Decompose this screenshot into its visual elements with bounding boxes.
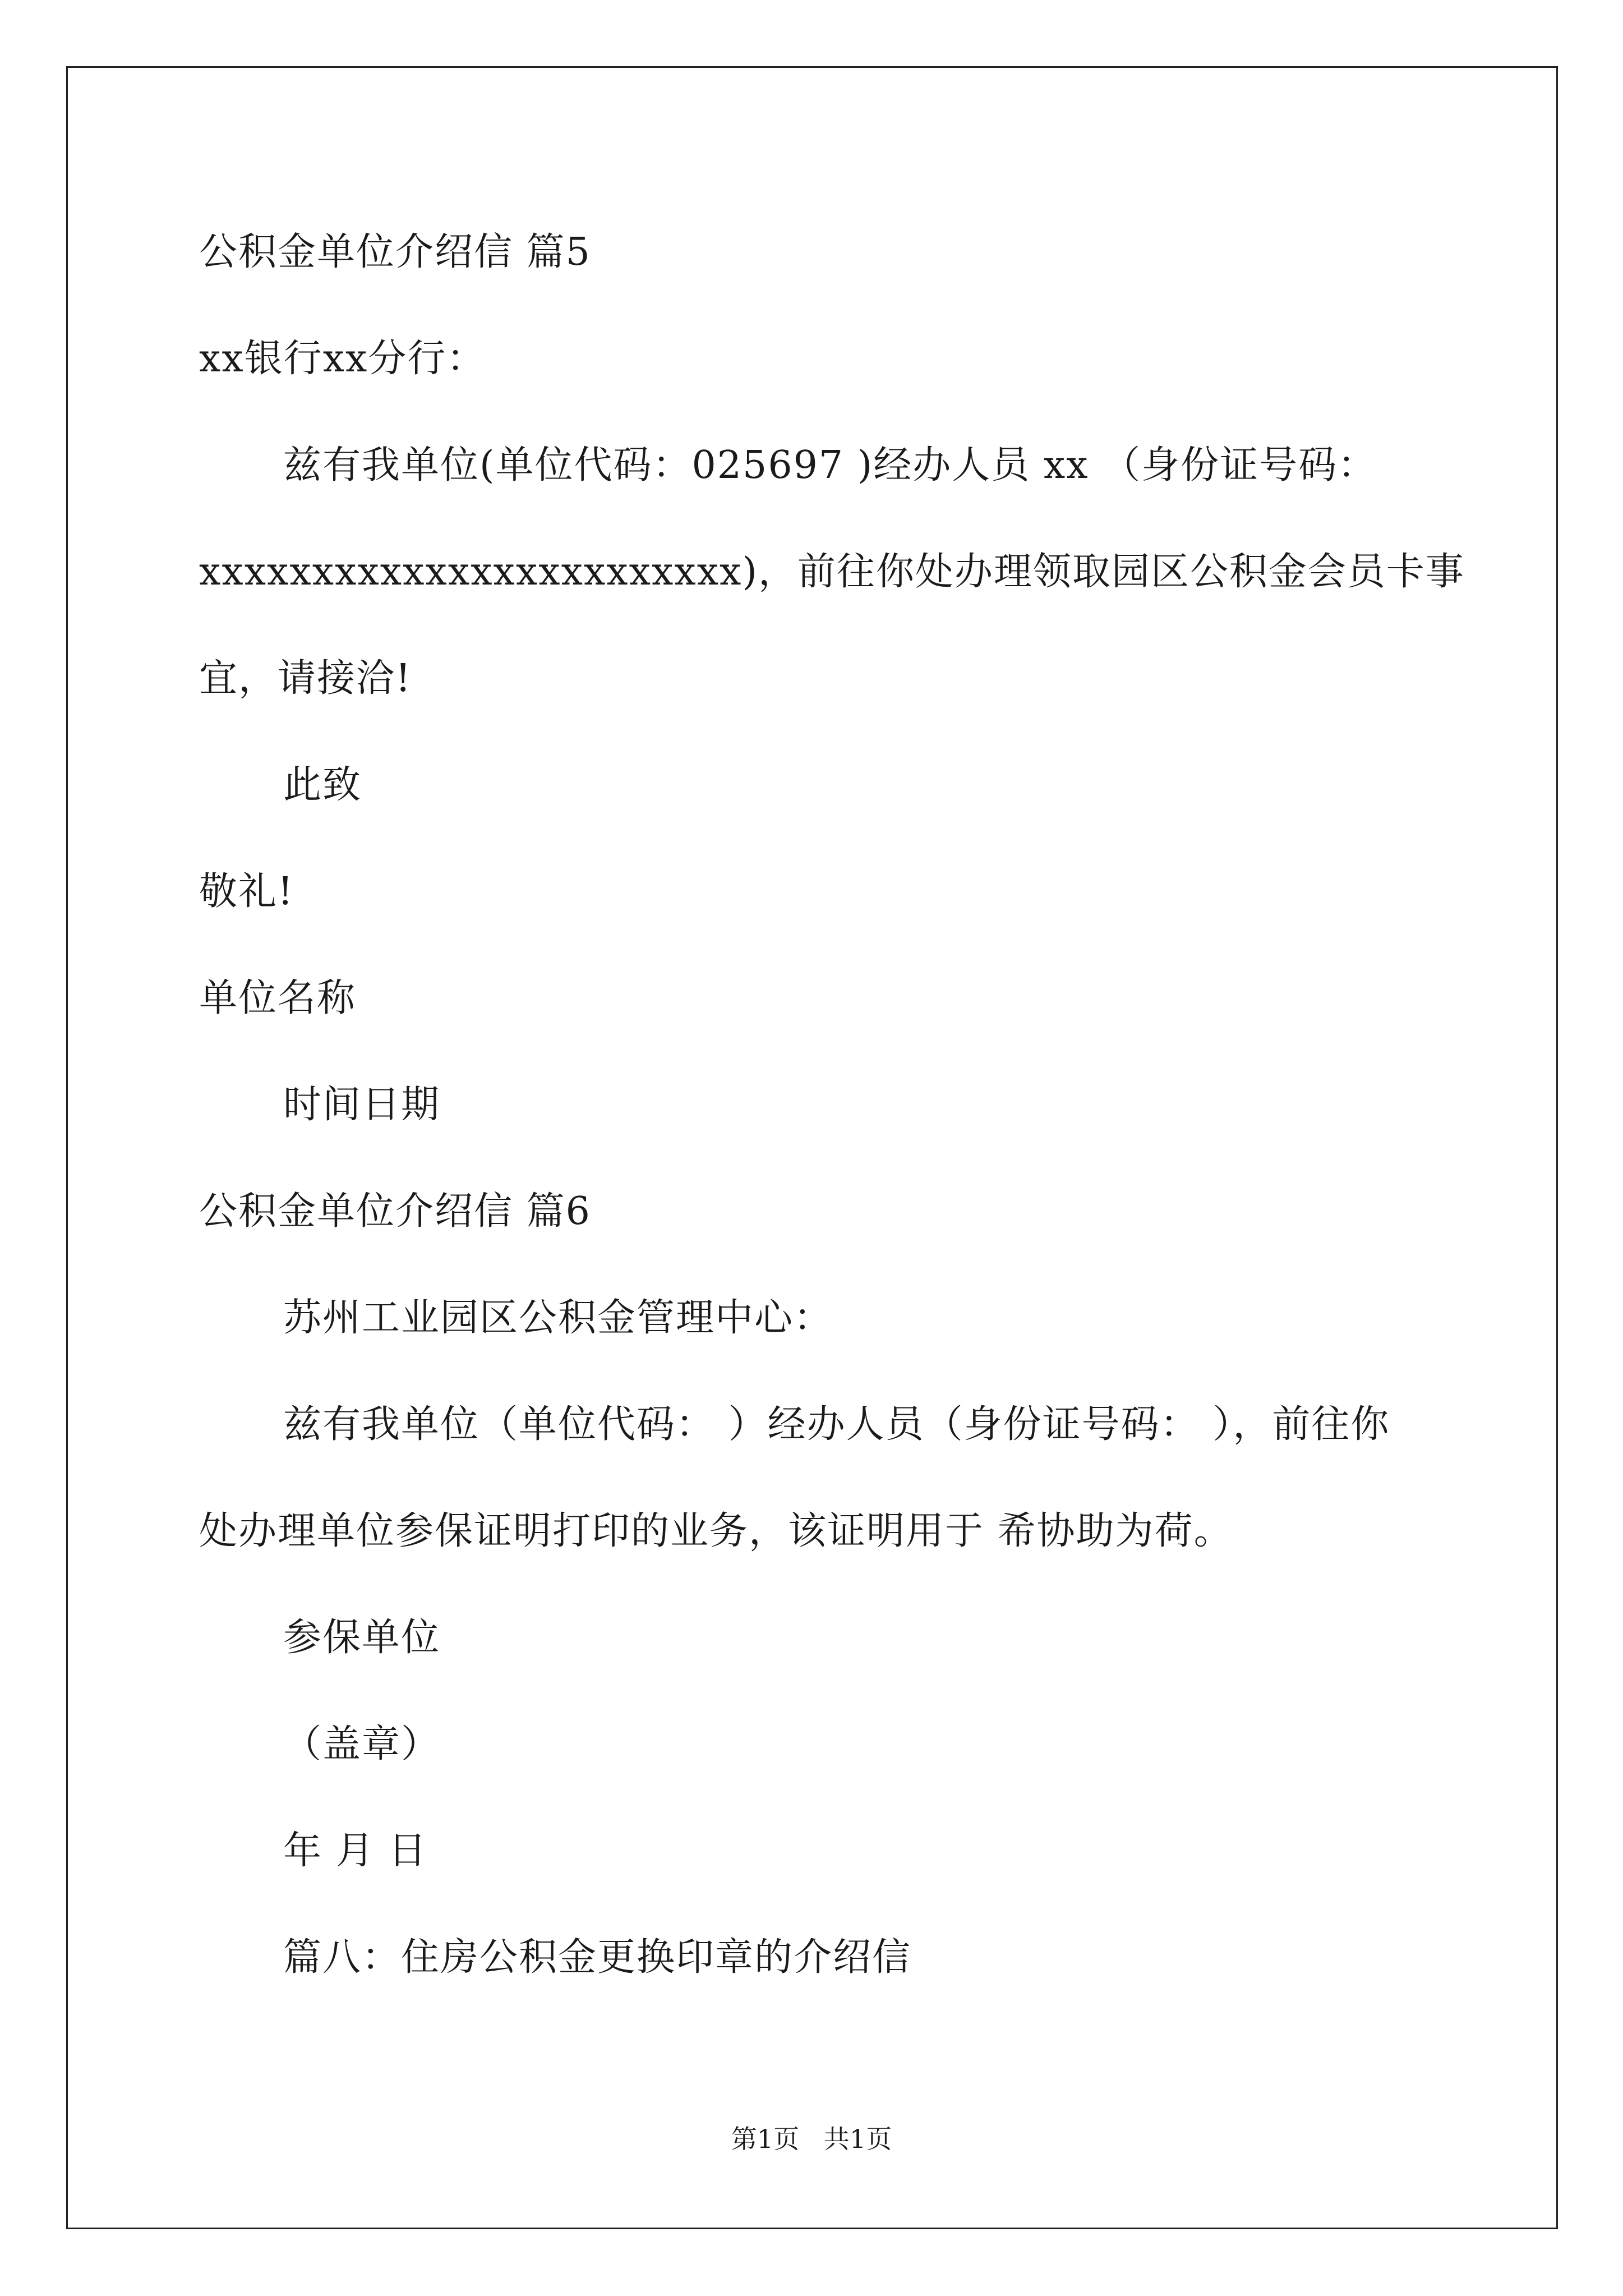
section-heading-5: 公积金单位介绍信 篇5 <box>199 230 591 274</box>
seal-note: （盖章） <box>283 1722 441 1766</box>
body-line: 宜，请接洽! <box>199 656 412 701</box>
page-border <box>66 66 1558 2229</box>
addressee-line: xx银行xx分行： <box>199 337 486 381</box>
addressee-line: 苏州工业园区公积金管理中心： <box>283 1296 833 1340</box>
signature-unit-name: 单位名称 <box>199 976 357 1020</box>
body-line: 兹有我单位(单位代码：025697 )经办人员 xx （身份证号码： <box>283 443 1377 487</box>
body-line: xxxxxxxxxxxxxxxxxxxxxxxx)，前往你处办理领取园区公积金会员卡事 <box>199 550 1465 594</box>
body-line: 兹有我单位（单位代码： ）经办人员（身份证号码： ），前往你 <box>283 1402 1390 1447</box>
date-line: 年 月 日 <box>283 1829 428 1873</box>
closing-line: 此致 <box>283 763 362 807</box>
body-line: 处办理单位参保证明打印的业务，该证明用于 希协助为荷。 <box>199 1509 1233 1553</box>
salutation-line: 敬礼! <box>199 869 294 914</box>
page-footer: 第1页 共1页 <box>731 2124 892 2154</box>
section-heading-6: 公积金单位介绍信 篇6 <box>199 1189 591 1234</box>
signature-date: 时间日期 <box>283 1083 441 1127</box>
signature-unit: 参保单位 <box>283 1616 441 1660</box>
section-heading-8: 篇八：住房公积金更换印章的介绍信 <box>283 1935 912 1980</box>
